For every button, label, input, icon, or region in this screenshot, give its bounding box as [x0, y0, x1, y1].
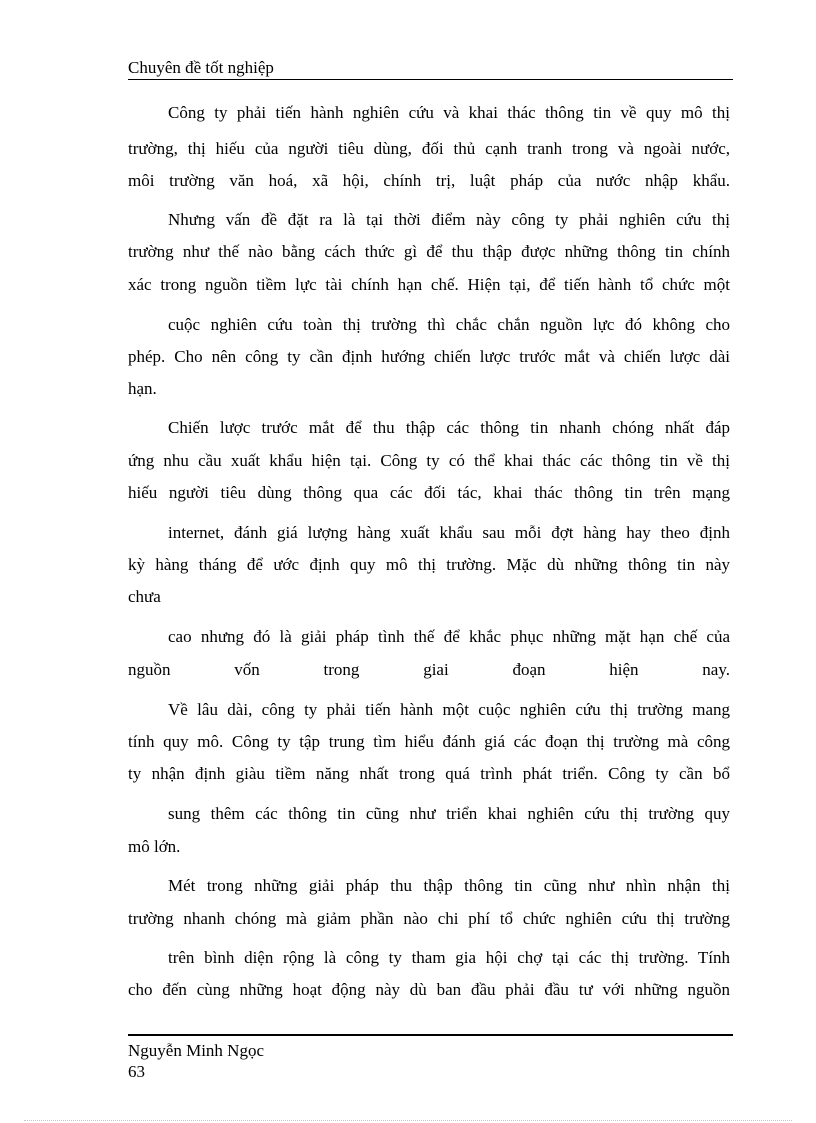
text-line: trường nhanh chóng mà giảm phần nào chi phí tổ chức nghiên cứu thị trường [128, 909, 730, 928]
text-line: Mét trong những giải pháp thu thập thông tin cũng như nhìn nhận thị [168, 876, 730, 895]
footer-divider [128, 1034, 733, 1036]
text-line: mô lớn. [128, 837, 181, 856]
text-line: hiếu người tiêu dùng thông qua các đối tác, khai thác thông tin trên mạng [128, 483, 730, 502]
text-line: nguồn vốn trong giai đoạn hiện nay. [128, 660, 730, 679]
text-line: internet, đánh giá lượng hàng xuất khẩu sau mỗi đợt hàng hay theo định [168, 523, 730, 542]
text-line: kỳ hàng tháng để ước định quy mô thị trường. Mặc dù những thông tin này [128, 555, 730, 574]
text-line: sung thêm các thông tin cũng như triển khai nghiên cứu thị trường quy [168, 804, 730, 823]
footer-author-name: Nguyễn Minh Ngọc [128, 1041, 264, 1060]
text-line: trường như thế nào bằng cách thức gì để thu thập được những thông tin chính [128, 242, 730, 261]
header-divider [128, 79, 733, 80]
text-line: phép. Cho nên công ty cần định hướng chiến lược trước mắt và chiến lược dài [128, 347, 730, 366]
text-line: chưa [128, 587, 161, 606]
text-line: trường, thị hiếu của người tiêu dùng, đối thủ cạnh tranh trong và ngoài nước, [128, 139, 730, 158]
text-line: cao nhưng đó là giải pháp tình thế để khắc phục những mặt hạn chế của [168, 627, 730, 646]
text-line: Chiến lược trước mắt để thu thập các thông tin nhanh chóng nhất đáp [168, 418, 730, 437]
text-line: Về lâu dài, công ty phải tiến hành một cuộc nghiên cứu thị trường mang [168, 700, 730, 719]
text-line: hạn. [128, 379, 157, 398]
text-line: trên bình diện rộng là công ty tham gia hội chợ tại các thị trường. Tính [168, 948, 730, 967]
page-bottom-edge [24, 1120, 792, 1121]
text-line: Nhưng vấn đề đặt ra là tại thời điểm này công ty phải nghiên cứu thị [168, 210, 730, 229]
text-line: cho đến cùng những hoạt động này dù ban đầu phải đầu tư với những nguồn [128, 980, 730, 999]
text-line: xác trong nguồn tiềm lực tài chính hạn chế. Hiện tại, để tiến hành tổ chức một [128, 275, 730, 294]
text-line: ty nhận định giàu tiềm năng nhất trong quá trình phát triển. Công ty cần bổ [128, 764, 730, 783]
text-line: tính quy mô. Công ty tập trung tìm hiểu đánh giá các đoạn thị trường mà công [128, 732, 730, 751]
text-line: ứng nhu cầu xuất khẩu hiện tại. Công ty có thể khai thác các thông tin về thị [128, 451, 730, 470]
page-number: 63 [128, 1062, 145, 1081]
text-line: Công ty phải tiến hành nghiên cứu và khai thác thông tin về quy mô thị [168, 103, 730, 122]
text-line: môi trường văn hoá, xã hội, chính trị, luật pháp của nước nhập khẩu. [128, 171, 730, 190]
running-header-title: Chuyên đề tốt nghiệp [128, 58, 274, 77]
text-line: cuộc nghiên cứu toàn thị trường thì chắc chắn nguồn lực đó không cho [168, 315, 730, 334]
